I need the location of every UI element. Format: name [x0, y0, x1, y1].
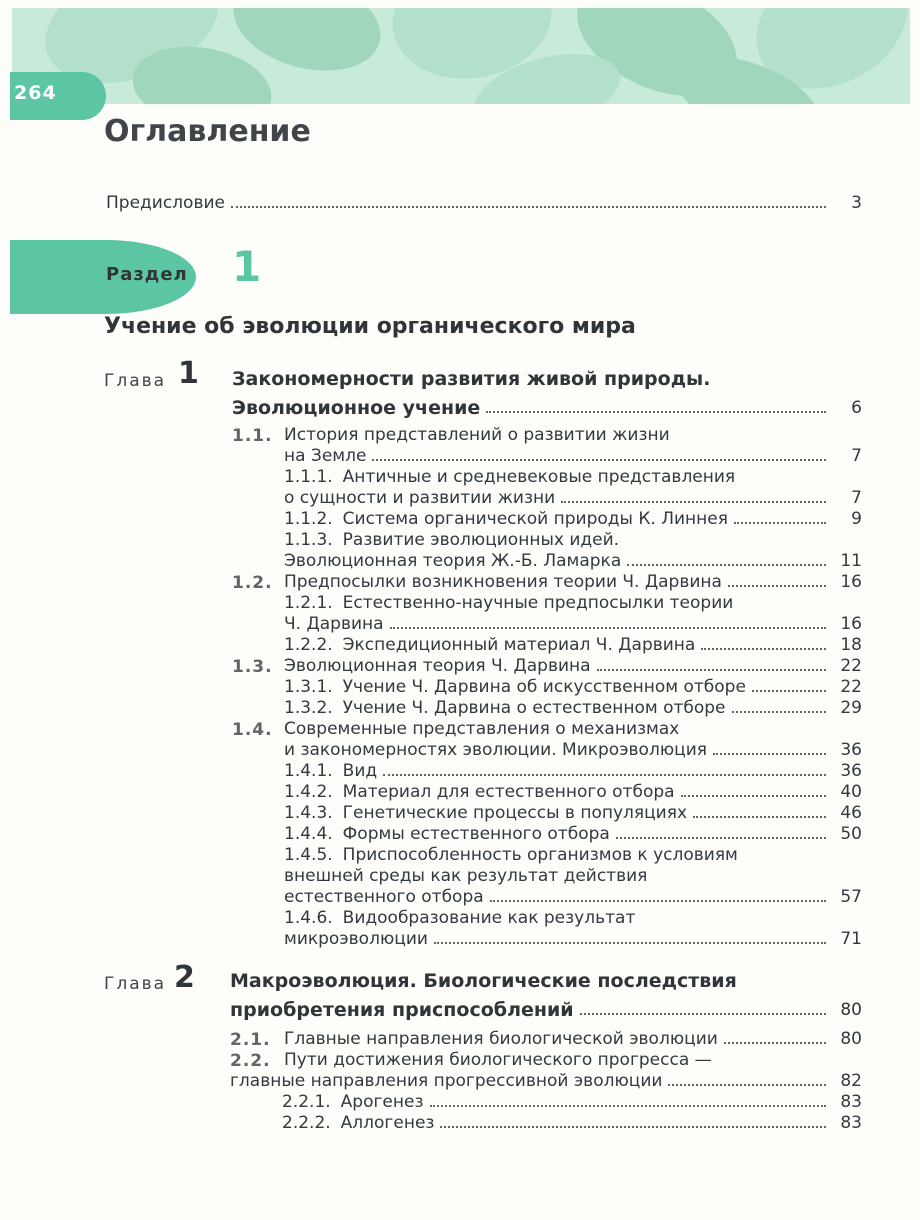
toc-entry[interactable]: Эволюционная теория Ж.-Б. Ламарка 11	[284, 551, 862, 571]
page-title: Оглавление	[104, 114, 311, 149]
chapter-number: 2	[174, 960, 195, 995]
entry-number: 1.2.	[232, 573, 273, 593]
chapter-number: 1	[178, 356, 199, 391]
section-title: Учение об эволюции органического мира	[104, 314, 636, 339]
page-number: 264	[14, 82, 57, 104]
entry-text: 1.1.3. Развитие эволюционных идей.	[284, 530, 620, 550]
entry-text: внешней среды как результат действия	[284, 866, 648, 886]
entry-text: 1.4.5. Приспособленность организмов к условиям	[284, 845, 738, 865]
toc-entry[interactable]: 1.3.1. Учение Ч. Дарвина об искусственном отборе 22	[284, 677, 862, 697]
toc-entry[interactable]: 1.4.4. Формы естественного отбора 50	[284, 824, 862, 844]
toc-entry[interactable]: Ч. Дарвина 16	[284, 614, 862, 634]
toc-entry[interactable]: Предпосылки возникновения теории Ч. Дарвина 16	[284, 572, 862, 592]
toc-entry[interactable]: о сущности и развитии жизни 7	[284, 488, 862, 508]
toc-entry[interactable]: на Земле 7	[284, 446, 862, 466]
entry-text: 1.4.6. Видообразование как результат	[284, 908, 636, 928]
toc-entry[interactable]: Главные направления биологической эволюции 80	[284, 1029, 862, 1049]
toc-entry[interactable]: 1.3.2. Учение Ч. Дарвина о естественном отборе 29	[284, 698, 862, 718]
entry-text: История представлений о развитии жизни	[284, 425, 670, 445]
chapter-title: Закономерности развития живой природы.	[232, 368, 711, 390]
entry-number: 2.2.	[230, 1051, 271, 1071]
toc-entry[interactable]: Эволюционная теория Ч. Дарвина 22	[284, 656, 862, 676]
leaf-pattern-banner	[12, 8, 910, 104]
entry-text: 1.1.1. Античные и средневековые представления	[284, 467, 736, 487]
toc-entry-preface[interactable]: Предисловие 3	[106, 193, 862, 213]
section-number: 1	[232, 242, 262, 291]
toc-entry[interactable]: 2.2.1. Арогенез 83	[282, 1092, 862, 1112]
toc-entry[interactable]: главные направления прогрессивной эволюции 82	[230, 1071, 862, 1091]
toc-entry[interactable]: 1.1.2. Система органической природы К. Линнея 9	[284, 509, 862, 529]
toc-entry[interactable]: 1.4.2. Материал для естественного отбора 40	[284, 782, 862, 802]
entry-number: 1.1.	[232, 426, 273, 446]
toc-entry-chapter-2[interactable]: приобретения приспособлений 80	[230, 999, 862, 1021]
entry-number: 1.3.	[232, 657, 273, 677]
entry-number: 2.1.	[230, 1030, 271, 1050]
chapter-label: Глава	[104, 974, 167, 994]
entry-text: Современные представления о механизмах	[284, 719, 680, 739]
chapter-label: Глава	[104, 371, 167, 391]
entry-text: 1.2.1. Естественно-научные предпосылки теории	[284, 593, 734, 613]
toc-entry[interactable]: естественного отбора 57	[284, 887, 862, 907]
toc-entry[interactable]: и закономерностях эволюции. Микроэволюция 36	[284, 740, 862, 760]
section-label: Раздел	[106, 264, 188, 285]
toc-entry[interactable]: микроэволюции 71	[284, 929, 862, 949]
toc-entry-chapter-1[interactable]: Эволюционное учение 6	[232, 397, 862, 419]
toc-entry[interactable]: 2.2.2. Аллогенез 83	[282, 1113, 862, 1133]
entry-number: 1.4.	[232, 720, 273, 740]
entry-text: Пути достижения биологического прогресса —	[284, 1050, 712, 1070]
toc-entry[interactable]: 1.4.3. Генетические процессы в популяциях 46	[284, 803, 862, 823]
toc-entry[interactable]: 1.4.1. Вид 36	[284, 761, 862, 781]
toc-entry[interactable]: 1.2.2. Экспедиционный материал Ч. Дарвина 18	[284, 635, 862, 655]
chapter-title: Макроэволюция. Биологические последствия	[230, 970, 737, 992]
